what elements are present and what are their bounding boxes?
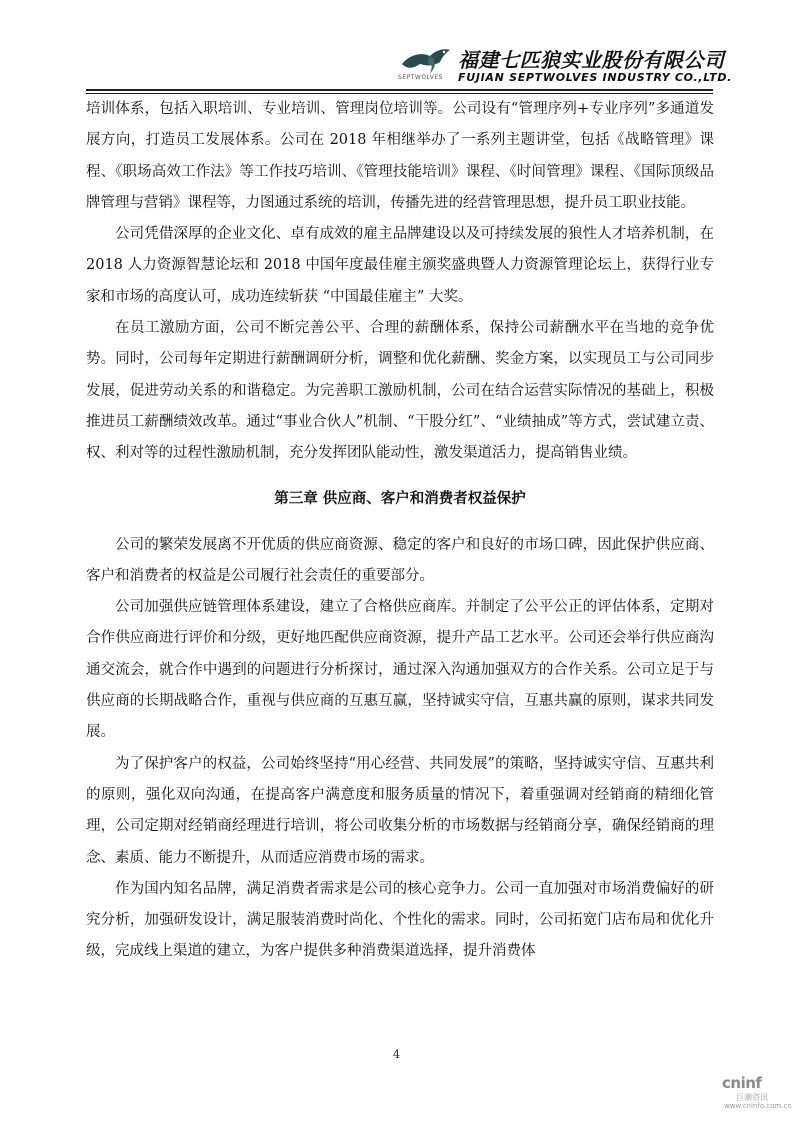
page-header — [0, 0, 793, 90]
watermark-logo-text: cninf — [722, 1074, 762, 1092]
watermark-chinese: 巨潮资讯 — [736, 1093, 768, 1102]
page-number: 4 — [393, 1048, 400, 1061]
paragraph-stakeholder-intro: 公司的繁荣发展离不开优质的供应商资源、稳定的客户和良好的市场口碑，因此保护供应商、客户和消费者的权益是公司履行社会责任的重要部分。 — [86, 536, 714, 584]
company-name-chinese: 福建七匹狼实业股份有限公司 — [458, 48, 725, 72]
wolf-logo-icon — [400, 44, 452, 78]
paragraph-employee-incentive: 在员工激励方面，公司不断完善公平、合理的薪酬体系，保持公司薪酬水平在当地的竞争优势。同时，公司每年定期进行薪酬调研分析，调整和优化薪酬、奖金方案，以实现员工与公司同步发展，促进劳动关系的和谐稳定。为完善职工激励机制，公司在结合运营实际情况的基础上，积极推进员工薪酬绩效改革。通过“事业合伙人”机制、“干股分红”、“业绩抽成”等方式，尝试建立责、权、利对等的过程性激励机制，充分发挥团队能动性，激发渠道活力，提高销售业绩。 — [86, 320, 714, 462]
paragraph-training-continued: 培训体系，包括入职培训、专业培训、管理岗位培训等。公司设有“管理序列+专业序列”多通道发展方向，打造员工发展体系。公司在 2018 年相继举办了一系列主题讲堂，包括《战略管理》课程、《职场高效工作法》等工作技巧培训、《管理技能培训》课程、《时间管理》课程、《国际顶级品牌管理与营销》课程等，力图通过系统的培训，传播先进的经营管理思想，提升员工职业技能。 — [86, 101, 714, 211]
logo-caption: SEPTWOLVES — [398, 74, 443, 81]
chapter-title: 第三章 供应商、客户和消费者权益保护 — [274, 490, 526, 507]
paragraph-employer-brand: 公司凭借深厚的企业文化、卓有成效的雇主品牌建设以及可持续发展的狼性人才培养机制，在 2018 人力资源智慧论坛和 2018 中国年度最佳雇主颁奖盛典暨人力资源管理论坛上，获得行业专家和市场的高度认可，成功连续斩获 “中国最佳雇主” 大奖。 — [86, 226, 714, 305]
watermark-url: www.cninfo.com.cn — [724, 1102, 792, 1110]
company-name-english: FUJIAN SEPTWOLVES INDUSTRY CO.,LTD. — [458, 71, 733, 84]
cninfo-watermark — [722, 1074, 792, 1114]
document-body — [86, 94, 714, 968]
paragraph-consumer-needs: 作为国内知名品牌，满足消费者需求是公司的核心竞争力。公司一直加强对市场消费偏好的研究分析，加强研发设计，满足服装消费时尚化、个性化的需求。同时，公司拓宽门店布局和优化升级，完成线上渠道的建立，为客户提供多种消费渠道选择，提升消费体 — [86, 880, 714, 960]
header-rule-thick — [86, 89, 713, 91]
paragraph-supplier-management: 公司加强供应链管理体系建设，建立了合格供应商库。并制定了公平公正的评估体系，定期对合作供应商进行评价和分级，更好地匹配供应商资源，提升产品工艺水平。公司还会举行供应商沟通交流会，就合作中遇到的问题进行分析探讨，通过深入沟通加强双方的合作关系。公司立足于与供应商的长期战略合作，重视与供应商的互惠互赢，坚持诚实守信，互惠共赢的原则，谋求共同发展。 — [86, 599, 714, 741]
paragraph-customer-protection: 为了保护客户的权益，公司始终坚持“用心经营、共同发展”的策略，坚持诚实守信、互惠共利的原则，强化双向沟通，在提高客户满意度和服务质量的情况下，着重强调对经销商的精细化管理，公司定期对经销商经理进行培训，将公司收集分析的市场数据与经销商分享，确保经销商的理念、素质、能力不断提升，从而适应消费市场的需求。 — [86, 755, 714, 866]
